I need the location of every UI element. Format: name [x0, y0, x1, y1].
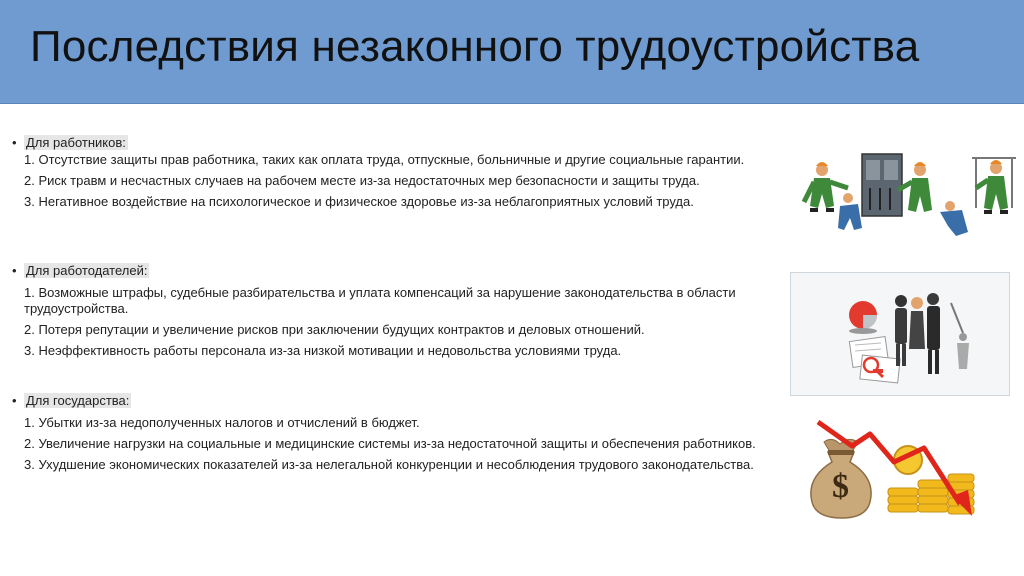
list-item: 3. Ухудшение экономических показателей из-за нелегальной конкуренции и несоблюдения трудового законодательства. — [24, 457, 754, 472]
workers-injury-illustration — [800, 148, 1018, 244]
list-item: 3. Негативное воздействие на психологическое и физическое здоровье из-за неблагоприятных условий труда. — [24, 194, 694, 209]
legal-penalty-illustration — [790, 272, 1010, 396]
section-workers — [12, 135, 792, 210]
list-item: 2. Потеря репутации и увеличение рисков при заключении будущих контрактов и деловых отношений. — [24, 322, 645, 337]
list-item: 2. Риск травм и несчастных случаев на рабочем месте из-за недостаточных мер безопасности и защиты труда. — [24, 173, 700, 188]
section-heading — [12, 393, 792, 409]
bullet-icon: • — [12, 393, 17, 408]
list-item: 1. Возможные штрафы, судебные разбирательства и уплата компенсаций за нарушение законодательства в области трудоустройства. — [24, 285, 736, 316]
list-item: 2. Увеличение нагрузки на социальные и медицинские системы из-за недостаточной защиты и обеспечения работников. — [24, 436, 756, 451]
employers-icon — [791, 273, 1009, 395]
dollar-sign: $ — [832, 468, 849, 505]
section-employers — [12, 263, 792, 359]
money-loss-illustration — [806, 418, 978, 522]
section-heading-text: Для работодателей: — [26, 263, 148, 278]
workers-icon — [800, 148, 1018, 244]
bullet-icon: • — [12, 135, 17, 150]
section-heading-text: Для государства: — [26, 393, 130, 408]
slide-title: Последствия незаконного трудоустройства — [30, 22, 920, 71]
title-bar — [0, 0, 1024, 104]
section-heading — [12, 263, 792, 279]
bullet-icon: • — [12, 263, 17, 278]
section-heading-text: Для работников: — [26, 135, 126, 150]
list-item: 1. Убытки из-за недополученных налогов и отчислений в бюджет. — [24, 415, 420, 430]
list-item: 1. Отсутствие защиты прав работника, таких как оплата труда, отпускные, больничные и другие социальные гарантии. — [24, 152, 745, 167]
list-item: 3. Неэффективность работы персонала из-за низкой мотивации и недовольства условиями труда. — [24, 343, 622, 358]
section-heading — [12, 135, 792, 151]
section-state — [12, 393, 792, 473]
